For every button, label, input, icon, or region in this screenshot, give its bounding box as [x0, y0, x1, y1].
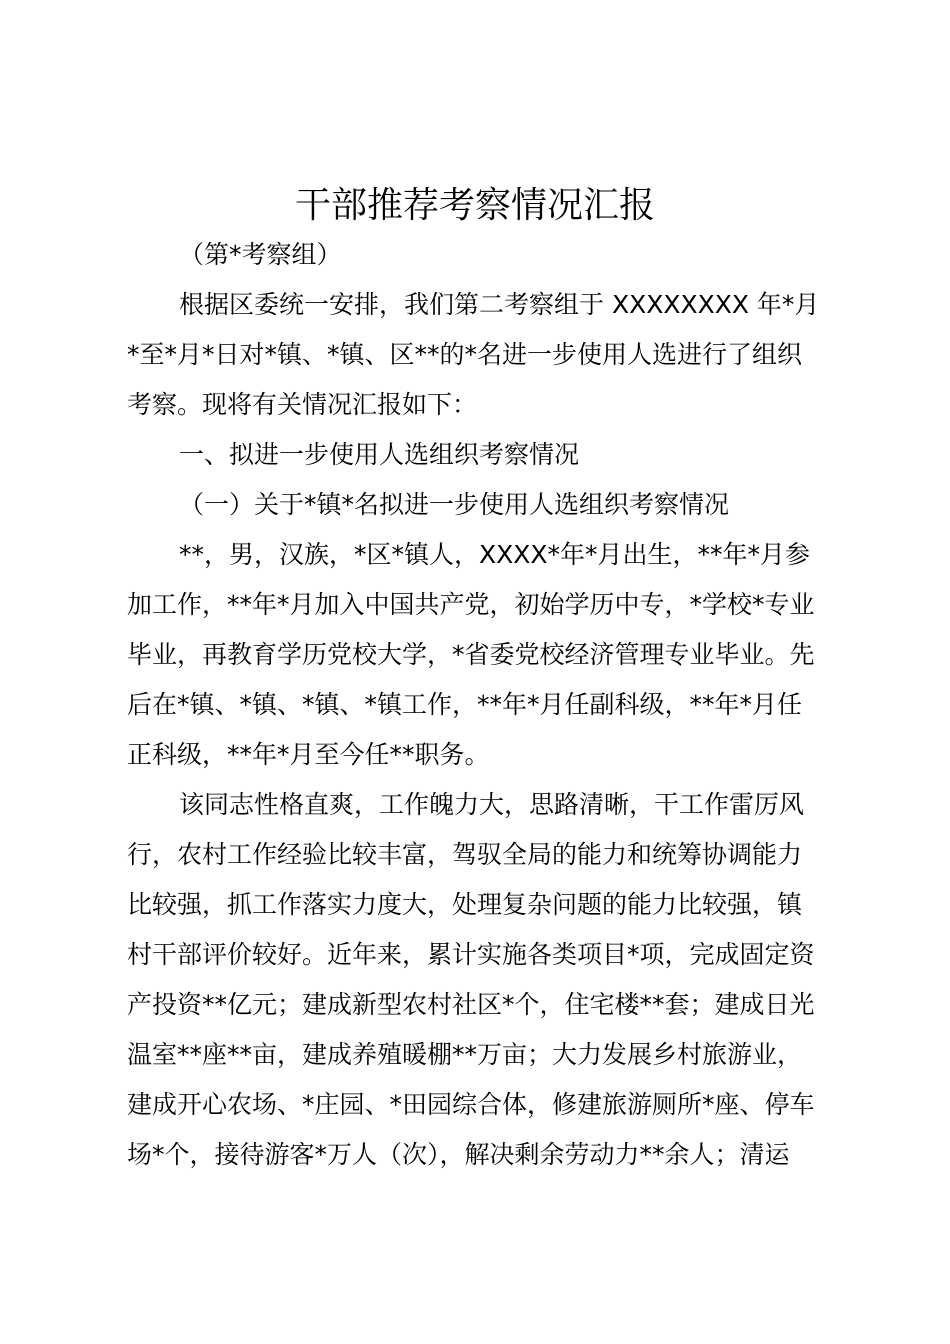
body-line: 建成开心农场、*庄园、*田园综合体，修建旅游厕所*座、停车 — [127, 1090, 815, 1119]
body-line: **，男，汉族，*区*镇人，XXXX*年*月出生，**年*月参 — [179, 540, 811, 569]
body-line: 行，农村工作经验比较丰富，驾驭全局的能力和统筹协调能力 — [127, 840, 803, 869]
body-line: 考察。现将有关情况汇报如下： — [127, 390, 478, 419]
body-line: 该同志性格直爽，工作魄力大，思路清晰，干工作雷厉风 — [179, 790, 805, 819]
document-body — [127, 230, 837, 1180]
body-line: 温室**座**亩，建成养殖暖棚**万亩；大力发展乡村旅游业， — [127, 1040, 803, 1069]
body-line: 毕业，再教育学历党校大学，*省委党校经济管理专业毕业。先 — [127, 640, 815, 669]
document-title: 干部推荐考察情况汇报 — [294, 185, 655, 226]
body-line: （一）关于*镇*名拟进一步使用人选组织考察情况 — [179, 490, 730, 519]
body-line: 产投资**亿元；建成新型农村社区*个，住宅楼**套；建成日光 — [127, 990, 815, 1019]
body-line: 根据区委统一安排，我们第二考察组于 XXXXXXXX 年*月 — [179, 290, 820, 319]
body-line: *至*月*日对*镇、*镇、区**的*名进一步使用人选进行了组织 — [127, 340, 803, 369]
body-line: 一、拟进一步使用人选组织考察情况 — [179, 440, 580, 469]
body-line: 场*个，接待游客*万人（次），解决剩余劳动力**余人；清运 — [127, 1140, 790, 1169]
body-line: 加工作，**年*月加入中国共产党，初始学历中专，*学校*专业 — [127, 590, 815, 619]
body-line: 比较强，抓工作落实力度大，处理复杂问题的能力比较强，镇 — [127, 890, 803, 919]
body-line: 村干部评价较好。近年来，累计实施各类项目*项，完成固定资 — [127, 940, 815, 969]
body-line: 后在*镇、*镇、*镇、*镇工作，**年*月任副科级，**年*月任 — [127, 690, 803, 719]
body-line: （第*考察组） — [179, 240, 342, 269]
body-line: 正科级，**年*月至今任**职务。 — [127, 740, 490, 769]
